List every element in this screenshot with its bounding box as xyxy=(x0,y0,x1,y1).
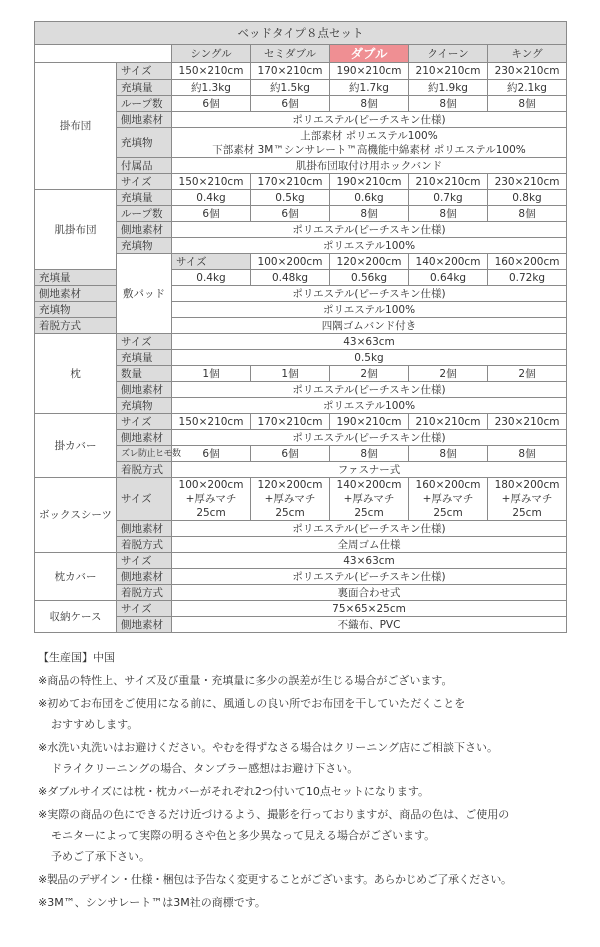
table-cell: 肌掛布団取付け用ホックバンド xyxy=(172,158,567,174)
attr-label: ズレ防止ヒモ数 xyxy=(117,446,172,462)
table-cell: ポリエステル100% xyxy=(172,398,567,414)
table-row xyxy=(35,190,567,206)
sheet-gusset: +厚みマチ25cm xyxy=(422,493,474,519)
table-cell: 6個 xyxy=(251,206,330,222)
table-cell: ポリエステル100% xyxy=(172,238,567,254)
table-cell: 8個 xyxy=(488,96,567,112)
attr-label: サイズ xyxy=(172,254,251,270)
note-item: ※実際の商品の色にできるだけ近づけるよう、撮影を行っておりますが、商品の色は、ご使用の xyxy=(38,808,510,821)
table-cell: 170×210cm xyxy=(251,414,330,430)
table-cell: ポリエステル(ピーチスキン仕様) xyxy=(172,382,567,398)
sheet-size: 120×200cm xyxy=(257,479,323,491)
table-cell: 0.64kg xyxy=(409,270,488,286)
attr-label: 側地素材 xyxy=(117,521,172,537)
attr-label: サイズ xyxy=(117,63,172,80)
attr-label: 着脱方式 xyxy=(117,585,172,601)
table-cell: 210×210cm xyxy=(409,63,488,80)
table-cell: 150×210cm xyxy=(172,63,251,80)
filling-line-2: 下部素材 3M™シンサレート™高機能中綿素材 ポリエステル100% xyxy=(212,143,526,156)
attr-label: 数量 xyxy=(117,366,172,382)
attr-label: 着脱方式 xyxy=(117,537,172,553)
table-cell: 0.72kg xyxy=(488,270,567,286)
table-cell: 6個 xyxy=(172,446,251,462)
table-cell: 160×200cm xyxy=(488,254,567,270)
attr-label: 側地素材 xyxy=(35,286,117,302)
sheet-size: 180×200cm xyxy=(494,479,560,491)
table-cell: 約1.3kg xyxy=(172,80,251,96)
attr-label: 充填物 xyxy=(117,238,172,254)
table-cell: 75×65×25cm xyxy=(172,601,567,617)
table-cell xyxy=(172,128,567,158)
table-cell: 8個 xyxy=(409,96,488,112)
size-double: ダブル xyxy=(330,45,409,63)
table-cell: 230×210cm xyxy=(488,63,567,80)
note-item: ※製品のデザイン・仕様・梱包は予告なく変更することがございます。あらかじめご了承ください。 xyxy=(38,873,512,886)
note-item: ドライクリーニングの場合、タンブラー感想はお避け下さい。 xyxy=(51,762,359,775)
attr-label: サイズ xyxy=(117,601,172,617)
table-cell: 0.4kg xyxy=(172,190,251,206)
table-row xyxy=(35,302,567,318)
attr-label: 着脱方式 xyxy=(117,462,172,478)
table-cell: 190×210cm xyxy=(330,414,409,430)
table-cell: 8個 xyxy=(409,206,488,222)
attr-label: 充填量 xyxy=(117,190,172,206)
attr-label: 充填量 xyxy=(35,270,117,286)
attr-label: 付属品 xyxy=(117,158,172,174)
table-cell: 6個 xyxy=(251,446,330,462)
table-cell: 約2.1kg xyxy=(488,80,567,96)
attr-label: サイズ xyxy=(117,553,172,569)
attr-label: 充填物 xyxy=(117,398,172,414)
table-cell: 190×210cm xyxy=(330,63,409,80)
title-row xyxy=(35,22,567,45)
sheet-size: 160×200cm xyxy=(415,479,481,491)
table-cell xyxy=(251,478,330,521)
table-cell: 6個 xyxy=(172,206,251,222)
table-cell: 8個 xyxy=(488,446,567,462)
table-cell: 210×210cm xyxy=(409,174,488,190)
table-row xyxy=(35,553,567,569)
sheet-gusset: +厚みマチ25cm xyxy=(185,493,237,519)
note-origin: 【生産国】中国 xyxy=(38,651,115,664)
category-box-sheets: ボックスシーツ xyxy=(35,478,117,553)
note-item: モニターによって実際の明るさや色と多少異なって見える場合がございます。 xyxy=(51,829,436,842)
table-cell: 150×210cm xyxy=(172,414,251,430)
table-cell: 120×200cm xyxy=(330,254,409,270)
table-row xyxy=(35,318,567,334)
table-cell: 2個 xyxy=(409,366,488,382)
attr-label: ループ数 xyxy=(117,206,172,222)
table-cell: 2個 xyxy=(330,366,409,382)
table-cell: 150×210cm xyxy=(172,174,251,190)
table-cell: 8個 xyxy=(330,446,409,462)
attr-label: 充填量 xyxy=(117,80,172,96)
table-cell: ポリエステル(ピーチスキン仕様) xyxy=(172,521,567,537)
note-trademark: ※3M™、シンサレート™は3M社の商標です。 xyxy=(38,896,266,909)
table-cell: ポリエステル(ピーチスキン仕様) xyxy=(172,430,567,446)
table-cell: 0.5kg xyxy=(251,190,330,206)
attr-label: 側地素材 xyxy=(117,569,172,585)
table-cell: 6個 xyxy=(172,96,251,112)
note-item: ※ダブルサイズには枕・枕カバーがそれぞれ2つ付いて10点セットになります。 xyxy=(38,785,430,798)
table-cell: ファスナー式 xyxy=(172,462,567,478)
table-cell: ポリエステル(ピーチスキン仕様) xyxy=(172,112,567,128)
attr-label: 側地素材 xyxy=(117,430,172,446)
attr-label: 充填量 xyxy=(117,350,172,366)
category-hadakake: 肌掛布団 xyxy=(35,190,117,270)
header-blank xyxy=(35,45,172,63)
table-cell: 0.4kg xyxy=(172,270,251,286)
table-row xyxy=(35,334,567,350)
table-cell: 8個 xyxy=(409,446,488,462)
table-cell: 0.6kg xyxy=(330,190,409,206)
table-row xyxy=(35,414,567,430)
table-cell xyxy=(330,478,409,521)
table-cell: 全周ゴム仕様 xyxy=(172,537,567,553)
category-kakebuton: 掛布団 xyxy=(35,63,117,190)
table-cell xyxy=(172,478,251,521)
attr-label: 側地素材 xyxy=(117,112,172,128)
attr-label: 充填物 xyxy=(35,302,117,318)
note-item: ※商品の特性上、サイズ及び重量・充填量に多少の誤差が生じる場合がございます。 xyxy=(38,674,453,687)
table-row xyxy=(35,478,567,521)
table-cell: 8個 xyxy=(330,96,409,112)
table-cell xyxy=(488,478,567,521)
table-cell: 1個 xyxy=(251,366,330,382)
table-cell: ポリエステル(ピーチスキン仕様) xyxy=(172,222,567,238)
table-cell: ポリエステル(ピーチスキン仕様) xyxy=(172,286,567,302)
attr-label: 側地素材 xyxy=(117,617,172,633)
size-semi-double: セミダブル xyxy=(251,45,330,63)
category-cover: 掛カバー xyxy=(35,414,117,478)
attr-label: 側地素材 xyxy=(117,382,172,398)
table-row xyxy=(35,601,567,617)
table-cell: 2個 xyxy=(488,366,567,382)
size-queen: クイーン xyxy=(409,45,488,63)
table-cell: 裏面合わせ式 xyxy=(172,585,567,601)
table-cell: 0.5kg xyxy=(172,350,567,366)
table-row xyxy=(35,286,567,302)
table-cell: 43×63cm xyxy=(172,553,567,569)
category-storage-case: 収納ケース xyxy=(35,601,117,633)
table-title: ベッドタイプ８点セット xyxy=(35,22,567,45)
table-cell: 170×210cm xyxy=(251,63,330,80)
category-pillow-cover: 枕カバー xyxy=(35,553,117,601)
sheet-gusset: +厚みマチ25cm xyxy=(264,493,316,519)
table-cell: 0.7kg xyxy=(409,190,488,206)
table-row xyxy=(35,270,567,286)
table-cell: 0.8kg xyxy=(488,190,567,206)
table-cell: ポリエステル100% xyxy=(172,302,567,318)
spec-table xyxy=(34,21,567,633)
table-cell: 140×200cm xyxy=(409,254,488,270)
sheet-gusset: +厚みマチ25cm xyxy=(343,493,395,519)
category-pillow: 枕 xyxy=(35,334,117,414)
sheet-size: 100×200cm xyxy=(178,479,244,491)
attr-label: サイズ xyxy=(117,334,172,350)
table-cell: 170×210cm xyxy=(251,174,330,190)
table-cell: 0.56kg xyxy=(330,270,409,286)
note-item: 予めご了承下さい。 xyxy=(51,850,150,863)
filling-line-1: 上部素材 ポリエステル100% xyxy=(300,129,438,142)
sheet-size: 140×200cm xyxy=(336,479,402,491)
table-cell: 43×63cm xyxy=(172,334,567,350)
table-cell: 約1.5kg xyxy=(251,80,330,96)
attr-label: 側地素材 xyxy=(117,222,172,238)
attr-label: 着脱方式 xyxy=(35,318,117,334)
table-cell: 約1.7kg xyxy=(330,80,409,96)
size-single: シングル xyxy=(172,45,251,63)
table-cell: 不織布、PVC xyxy=(172,617,567,633)
size-king: キング xyxy=(488,45,567,63)
table-cell: 230×210cm xyxy=(488,174,567,190)
sheet-gusset: +厚みマチ25cm xyxy=(501,493,553,519)
category-pad: 敷パッド xyxy=(117,254,172,334)
table-cell xyxy=(409,478,488,521)
attr-label: サイズ xyxy=(117,414,172,430)
table-cell: ポリエステル(ピーチスキン仕様) xyxy=(172,569,567,585)
table-cell: 0.48kg xyxy=(251,270,330,286)
table-cell: 190×210cm xyxy=(330,174,409,190)
table-cell: 100×200cm xyxy=(251,254,330,270)
note-item: おすすめします。 xyxy=(51,718,139,731)
note-item: ※水洗い丸洗いはお避けください。やむを得ずなさる場合はクリーニング店にご相談下さい。 xyxy=(38,741,498,754)
notes-section xyxy=(38,650,583,910)
table-cell: 230×210cm xyxy=(488,414,567,430)
attr-label: サイズ xyxy=(117,174,172,190)
table-row xyxy=(35,63,567,80)
attr-label: サイズ xyxy=(117,478,172,521)
attr-label: ループ数 xyxy=(117,96,172,112)
size-header-row xyxy=(35,45,567,63)
table-cell: 6個 xyxy=(251,96,330,112)
table-cell: 8個 xyxy=(330,206,409,222)
note-item: ※初めてお布団をご使用になる前に、風通しの良い所でお布団を干していただくことを xyxy=(38,697,466,710)
table-cell: 1個 xyxy=(172,366,251,382)
table-cell: 210×210cm xyxy=(409,414,488,430)
attr-label: 充填物 xyxy=(117,128,172,158)
table-cell: 8個 xyxy=(488,206,567,222)
table-cell: 四隅ゴムバンド付き xyxy=(172,318,567,334)
table-cell: 約1.9kg xyxy=(409,80,488,96)
